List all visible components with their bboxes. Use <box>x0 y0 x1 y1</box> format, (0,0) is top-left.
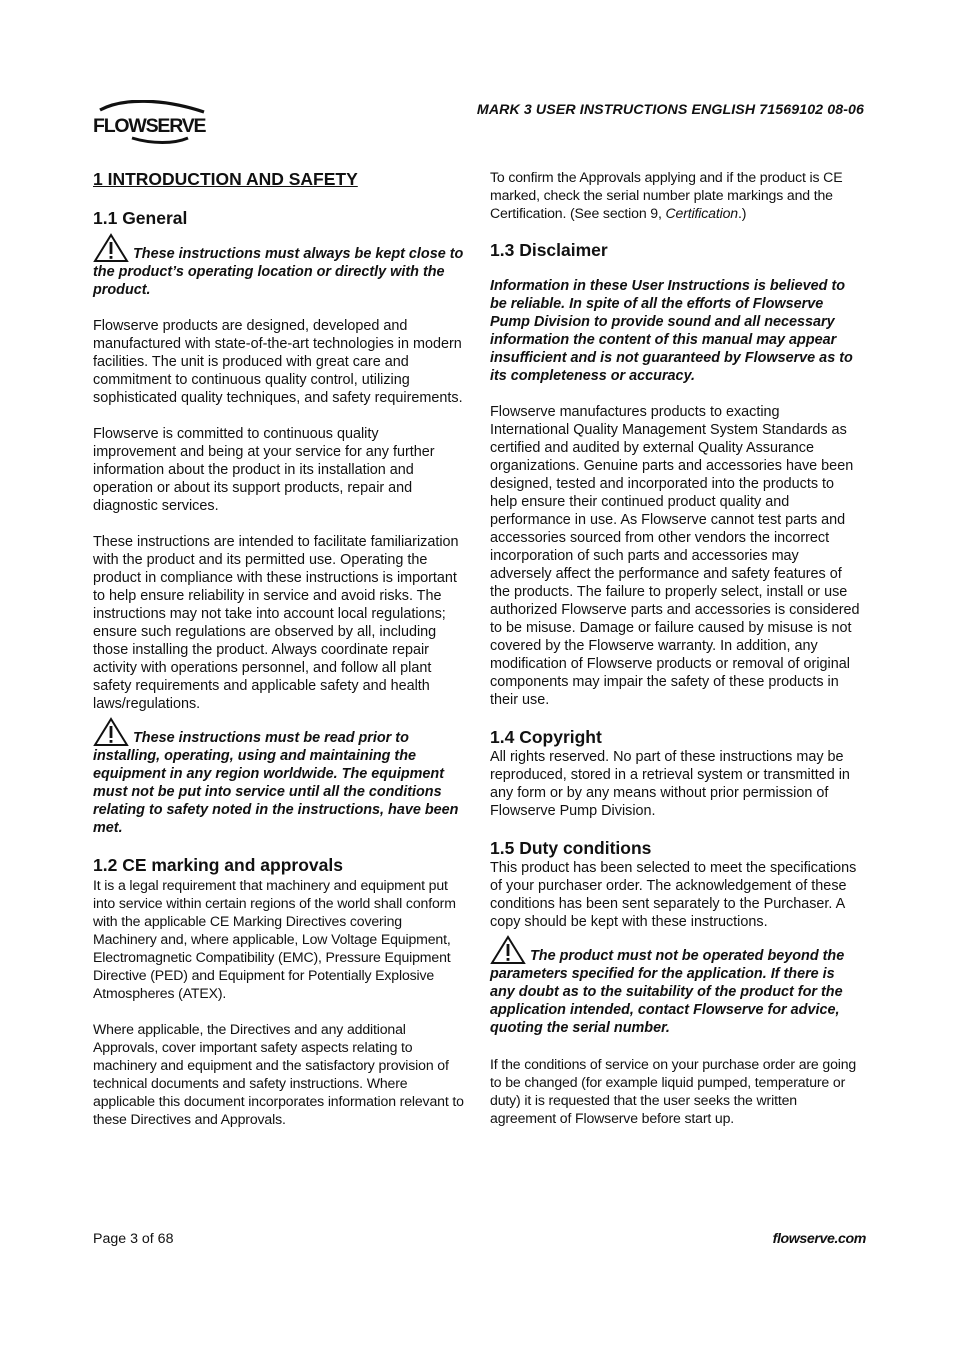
warning-triangle-icon <box>93 717 129 747</box>
page-number: Page 3 of 68 <box>93 1231 174 1247</box>
subsection-copyright-title: 1.4 Copyright <box>490 727 602 747</box>
ce-paragraph-2: Where applicable, the Directives and any additional Approvals, cover important safety aspects relating to machinery and equipment and the satisfactory provision of technical documents and safety instructions. Where applicable this document incorporates information relevant to these Directives and Approvals. <box>93 1021 464 1127</box>
logo-wordmark: FLOWSERVE <box>93 115 206 137</box>
document-title: MARK 3 USER INSTRUCTIONS ENGLISH 71569102 08-06 <box>476 102 864 118</box>
ce-paragraph-3 <box>490 168 862 222</box>
certification-reference: Certification <box>665 205 738 221</box>
subsection-general-title: 1.1 General <box>93 208 188 228</box>
subsection-disclaimer-title: 1.3 Disclaimer <box>490 240 608 260</box>
warning-triangle-icon <box>490 935 526 965</box>
footer-website: flowserve.com <box>772 1231 866 1247</box>
ce-paragraph-3-text: To confirm the Approvals applying and if the product is CE marked, check the serial number plate markings and the Certification. (See section 9, <box>490 169 843 221</box>
subsection-duty-title: 1.5 Duty conditions <box>490 838 652 858</box>
copyright-paragraph: All rights reserved. No part of these instructions may be reproduced, stored in a retrieval system or transmitted in any form or by any means without prior permission of Flowserve Pump Division. <box>490 749 850 819</box>
duty-paragraph-2: If the conditions of service on your purchase order are going to be changed (for example liquid pumped, temperature or duty) it is requested that the user seeks the written agreement of Flowserve before start up. <box>490 1056 857 1126</box>
warning-text: These instructions must always be kept close to the product’s operating location or directly with the product. <box>93 246 464 298</box>
warning-text: The product must not be operated beyond the parameters specified for the application. If there is any doubt as to the suitability of the product for the application intended, contact Flowserve for advice, quoting the serial number. <box>490 948 845 1036</box>
disclaimer-statement: Information in these User Instructions is believed to be reliable. In spite of all the efforts of Flowserve Pump Division to provide sound and all necessary information the content of this manual may appear insufficient and is not guaranteed by Flowserve as to its completeness or accuracy. <box>490 278 853 384</box>
warning-note-duty <box>490 935 862 1037</box>
warning-note-installing <box>93 717 465 837</box>
warning-note-general <box>93 233 465 299</box>
right-column <box>490 168 862 1127</box>
ce-paragraph-3-end: .) <box>738 205 747 221</box>
disclaimer-paragraph: Flowserve manufactures products to exacting International Quality Management System Standards as certified and audited by external Quality Assurance organizations. Genuine parts and accessories have been designed, tested and incorporated into the products to help ensure their continued product quality and performance in use. As Flowserve cannot test parts and accessories sourced from other vendors the incorrect incorporation of such parts and accessories may adversely affect the performance and safety features of the products. The failure to properly select, install or use authorized Flowserve parts and accessories is considered to be misuse. Damage or failure caused by misuse is not covered by the Flowserve warranty. In addition, any modification of Flowserve products or removal of original components may impair the safety of these products in their use. <box>490 404 860 708</box>
section-title: 1 INTRODUCTION AND SAFETY <box>93 169 358 189</box>
flowserve-logo <box>92 100 208 146</box>
general-paragraph-1: Flowserve products are designed, developed and manufactured with state-of-the-art technologies in modern facilities. The unit is produced with great care and commitment to continuous quality control, utilizing sophisticated quality techniques, and safety requirements. <box>93 318 463 406</box>
warning-text: These instructions must be read prior to installing, operating, using and maintaining the equipment in any region worldwide. The equipment must not be put into service until all the conditions relating to safety noted in the instructions, have been met. <box>93 730 459 836</box>
duty-paragraph-1: This product has been selected to meet the specifications of your purchaser order. The acknowledgement of these conditions has been sent separately to the Purchaser. A copy should be kept with these instructions. <box>490 860 857 930</box>
general-paragraph-3: These instructions are intended to facilitate familiarization with the product and its permitted use. Operating the product in compliance with these instructions is important to help ensure reliability in service and avoid risks. The instructions may not take into account local regulations; ensure such regulations are observed by all, including those installing the product. Always coordinate repair activity with operations personnel, and follow all plant safety requirements and applicable safety and health laws/regulations. <box>93 534 459 712</box>
left-column <box>93 168 465 1128</box>
subsection-ce-title: 1.2 CE marking and approvals <box>93 855 343 875</box>
flowserve-logo-graphic <box>92 100 208 146</box>
ce-paragraph-1: It is a legal requirement that machinery and equipment put into service within certain regions of the world shall conform with the applicable CE Marking Directives covering Machinery and, where applicable, Low Voltage Equipment, Electromagnetic Compatibility (EMC), Pressure Equipment Directive (PED) and Equipment for Potentially Explosive Atmospheres (ATEX). <box>93 877 456 1001</box>
general-paragraph-2: Flowserve is committed to continuous quality improvement and being at your service for any further information about the product in its installation and operation or about its support products, repair and diagnostic services. <box>93 426 435 514</box>
warning-triangle-icon <box>93 233 129 263</box>
